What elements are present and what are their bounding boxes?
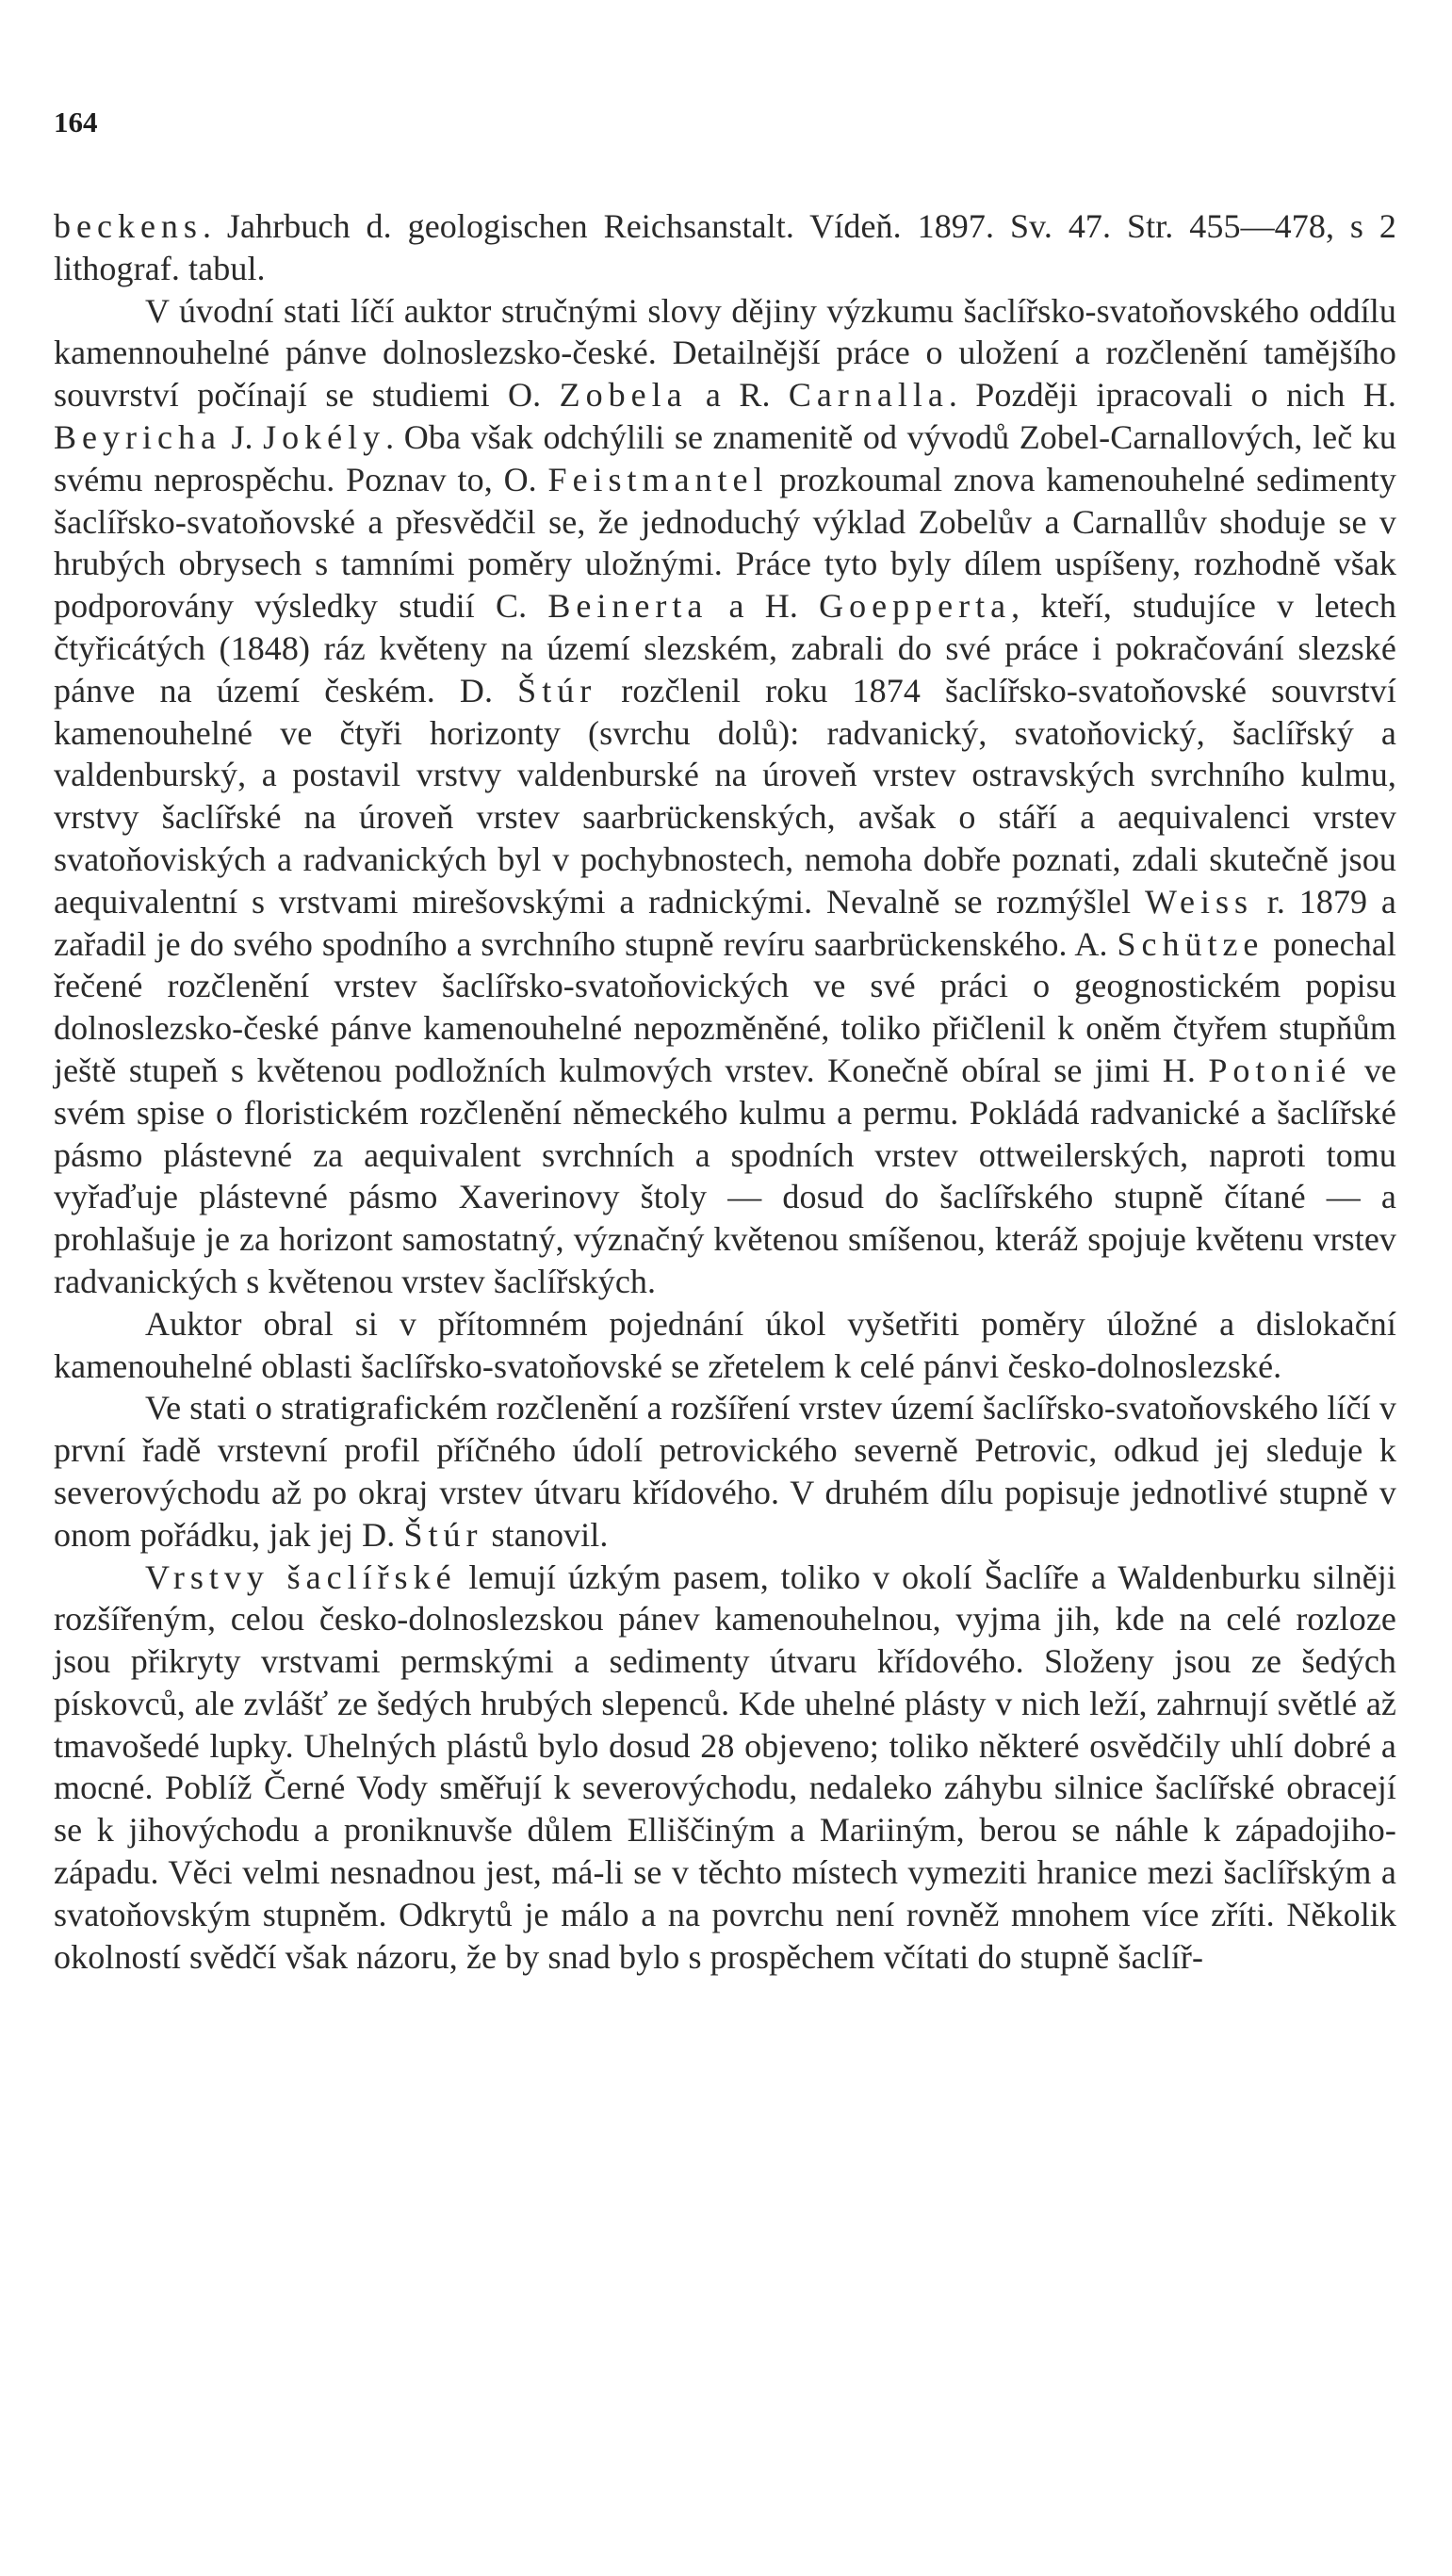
paragraph xyxy=(54,1303,1396,1388)
text-run: prozkoumal znova kamenouhelné sedimenty šaclířsko-svatoňovské a přesvědčil se, že jednoduchý výklad Zobelův a Carnallův shoduje se v hrubých obrysech s tamními poměry uložnými. Práce tyto byly dílem uspíšeny, rozhodně však podporovány výsledky studií C. xyxy=(54,460,1397,626)
text-run: , kteří, studujíce v letech čtyřicátých (1848) ráz květeny na území slezském, zabrali do své práce i pokračování slezské pánve na území českém. D. xyxy=(54,587,1396,709)
spaced-name: Jokély xyxy=(263,417,386,456)
spaced-name: beckens xyxy=(54,207,203,245)
spaced-name: Vrstvy šaclířské xyxy=(145,1557,457,1596)
text-run: Auktor obral si v přítomném pojednání úkol vyšetřiti poměry úložné a dislokační kamenouhelné oblasti šaclířsko-svatoňovské se zřetelem k celé pánvi česko-dolnoslezské. xyxy=(54,1304,1396,1385)
body-text xyxy=(54,205,1396,1978)
text-run: . Jahrbuch d. geologischen Reichsanstalt. Vídeň. 1897. Sv. 47. Str. 455—478, s 2 lithograf. tabul. xyxy=(54,207,1396,287)
paragraph xyxy=(54,1557,1396,1979)
spaced-name: Beinerta xyxy=(547,587,709,626)
paragraph xyxy=(54,205,1396,290)
text-run: ponechal řečené rozčlenění vrstev šaclířsko-svatoňovických ve své práci o geognostickém popisu dolnoslezsko-české pánve kamenouhelné nepozměněné, toliko přičlenil k oněm čtyřem stupňům ještě stupeň s květenou podložních kulmových vrstev. Konečně obíral se jimi H. xyxy=(54,924,1396,1089)
spaced-name: Štúr xyxy=(403,1515,483,1554)
text-run: rozčlenil roku 1874 šaclířsko-svatoňovské souvrství kamenouhelné ve čtyři horizonty (svrchu dolů): radvanický, svatoňovický, šaclířský a valdenburský, a postavil vrstvy valdenburské na úroveň vrstev ostravských svrchního kulmu, vrstvy šaclířské na úroveň vrstev saarbrückenských, avšak o stáří a aequivalenci vrstev svatoňoviských a radvanických byl v pochybnostech, nemoha dobře poznati, zdali skutečně jsou aequivalentní s vrstvami mirešovskými a radnickými. Nevalně se rozmýšlel xyxy=(54,671,1396,921)
spaced-name: Carnalla xyxy=(788,376,949,415)
spaced-name: Goepperta xyxy=(819,587,1012,626)
text-run: a H. xyxy=(708,587,820,626)
spaced-name: Weiss xyxy=(1144,882,1254,921)
text-run: ve svém spise o floristickém rozčlenění německého kulmu a permu. Pokládá radvanické a šaclířské pásmo plástevné za aequivalent svrchních a spodních vrstev ottweilerských, naproti tomu vyřaďuje plástevné pásmo Xaverinovy štoly — dosud do šaclířského stupně čítané — a prohlašuje je za horizont samostatný, význačný květenou smíšenou, kteráž spojuje květenu vrstev radvanických s květenou vrstev šaclířských. xyxy=(54,1051,1397,1300)
text-run: . Později ipracovali o nich H. xyxy=(948,376,1396,415)
text-run: V úvodní stati líčí auktor stručnými slovy dějiny výzkumu šaclířsko-svatoňovského oddílu kamennouhelné pánve dolnoslezsko-české. Detailnější práce o uložení a rozčlenění tamějšího souvrství počínají se studiemi O. xyxy=(54,291,1396,415)
spaced-name: Feistmantel xyxy=(547,460,769,498)
spaced-name: Zobela xyxy=(559,376,688,415)
text-run: stanovil. xyxy=(482,1515,609,1554)
spaced-name: Potonié xyxy=(1208,1051,1352,1089)
paragraph xyxy=(54,290,1396,1303)
text-run: . Oba však odchýlili se znamenitě od vývodů Zobel-Carnallových, leč ku svému neprospěchu. Poznav to, O. xyxy=(54,417,1396,498)
text-run: Ve stati o stratigrafickém rozčlenění a rozšíření vrstev území šaclířsko-svatoňovského líčí v první řadě vrstevní profil příčného údolí petrovického severně Petrovic, odkud jej sleduje k severovýchodu až po okraj vrstev útvaru křídového. V druhém dílu popisuje jednotlivé stupně v onom pořádku, jak jej D. xyxy=(54,1389,1396,1554)
page-number: 164 xyxy=(54,106,98,139)
text-run: r. 1879 a zařadil je do svého spodního a svrchního stupně revíru saarbrückenského. A. xyxy=(54,882,1396,963)
text-run: J. xyxy=(220,417,264,456)
text-run: lemují úzkým pasem, toliko v okolí Šaclíře a Waldenburku silněji rozšířeným, celou česko-dolnoslezskou pánev kamenouhelnou, vyjma jih, kde na celé rozloze jsou přikryty vrstvami permskými a sedimenty útvaru křídového. Složeny jsou ze šedých pískovců, ale zvlášť ze šedých hrubých slepenců. Kde uhelné plásty v nich leží, zahrnují světlé až tmavošedé lupky. Uhelných plástů bylo dosud 28 objeveno; toliko některé osvědčily uhlí dobré a mocné. Poblíž Černé Vody směřují k severovýchodu, nedaleko záhybu silnice šaclířské obracejí se k jihovýchodu a proniknuvše důlem Elliščiným a Mariiným, berou se náhle k západojiho-západu. Věci velmi nesnadnou jest, má-li se v těchto místech vymeziti hranice mezi šaclířským a svatoňovským stupněm. Odkrytů je málo a na povrchu není rovněž mnohem více zříti. Několik okolností svědčí však názoru, že by snad bylo s prospěchem včítati do stupně šaclíř- xyxy=(54,1557,1396,1976)
text-run: a R. xyxy=(687,376,789,415)
spaced-name: Beyricha xyxy=(54,417,221,456)
spaced-name: Štúr xyxy=(517,671,597,709)
spaced-name: Schütze xyxy=(1117,924,1264,963)
paragraph xyxy=(54,1387,1396,1556)
